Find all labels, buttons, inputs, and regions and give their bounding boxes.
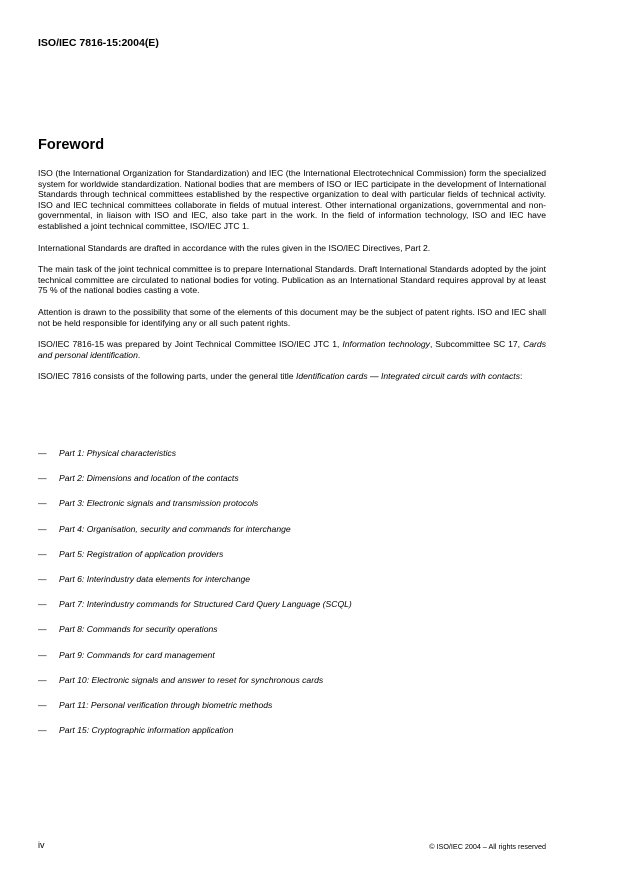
prepared-by-text-3: . [137, 349, 141, 360]
list-item [38, 624, 546, 649]
list-item [38, 498, 546, 523]
section-title: Foreword [38, 137, 105, 153]
prepared-by-committee-title: Information technology [342, 339, 430, 350]
list-item-text: Part 4: Organisation, security and commands for interchange [59, 523, 291, 534]
list-dash: — [38, 448, 47, 458]
prepared-by-text-2: , Subcommittee SC 17, [429, 339, 524, 350]
list-item-text: Part 15: Cryptographic information application [59, 725, 234, 736]
prepared-by-text-1: ISO/IEC 7816-15 was prepared by Joint Technical Committee ISO/IEC JTC 1, [38, 339, 343, 350]
list-dash: — [38, 699, 47, 710]
list-item [38, 448, 546, 473]
list-dash: — [38, 498, 47, 509]
list-item [38, 650, 546, 675]
list-item-text: Part 8: Commands for security operations [59, 624, 218, 635]
list-item [38, 675, 546, 700]
list-item-text: Part 3: Electronic signals and transmission protocols [59, 498, 259, 509]
list-dash: — [38, 523, 47, 534]
paragraph-prepared-by [38, 339, 546, 360]
list-dash: — [38, 624, 47, 635]
list-item-text: Part 11: Personal verification through biometric methods [59, 699, 273, 710]
list-dash: — [38, 649, 47, 660]
foreword-body [38, 168, 546, 393]
list-item-text: Part 10: Electronic signals and answer to reset for synchronous cards [59, 674, 324, 685]
list-item-text: Part 2: Dimensions and location of the contacts [59, 473, 239, 484]
page-number: iv [38, 840, 45, 850]
list-item-text: Part 6: Interindustry data elements for interchange [59, 573, 251, 584]
list-item [38, 700, 546, 725]
parts-intro-text-1: ISO/IEC 7816 consists of the following parts, under the general title [38, 371, 296, 382]
document-id-header: ISO/IEC 7816-15:2004(E) [38, 37, 159, 49]
list-item [38, 549, 546, 574]
list-item-text: Part 9: Commands for card management [59, 649, 215, 660]
list-item [38, 473, 546, 498]
list-dash: — [38, 573, 47, 584]
list-dash: — [38, 599, 47, 610]
list-item-text: Part 1: Physical characteristics [59, 448, 177, 458]
list-dash: — [38, 725, 47, 736]
parts-list [38, 448, 546, 750]
paragraph-organizations: ISO (the International Organization for Standardization) and IEC (the International Electrotechnical Commission) form the specialized system for worldwide standardization. National bodies that are members of ISO or IEC participate in the development of International Standards through technical committees established by the respective organization to deal with particular fields of technical activity. ISO and IEC technical committees collaborate in fields of mutual interest. Other international organizations, governmental and non-governmental, in liaison with ISO and IEC, also take part in the work. In the field of information technology, ISO and IEC have established a joint technical committee, ISO/IEC JTC 1. [38, 168, 546, 231]
list-item [38, 725, 546, 750]
list-item-text: Part 7: Interindustry commands for Structured Card Query Language (SCQL) [59, 599, 352, 610]
list-item [38, 599, 546, 624]
parts-intro-general-title: Identification cards — Integrated circuit cards with contacts [295, 371, 520, 382]
list-item [38, 524, 546, 549]
list-dash: — [38, 473, 47, 484]
list-dash: — [38, 548, 47, 559]
paragraph-main-task: The main task of the joint technical committee is to prepare International Standards. Draft International Standards adopted by the joint technical committee are circulated to national bodies for voting. Publication as an International Standard requires approval by at least 75 % of the national bodies casting a vote. [38, 264, 546, 296]
paragraph-parts-intro [38, 371, 546, 382]
list-item [38, 574, 546, 599]
list-dash: — [38, 674, 47, 685]
prepared-by-subcommittee-title: Cards and personal identification [38, 339, 546, 360]
list-item-text: Part 5: Registration of application providers [59, 548, 224, 559]
paragraph-patent-rights: Attention is drawn to the possibility that some of the elements of this document may be the subject of patent rights. ISO and IEC shall not be held responsible for identifying any or all such patent rights. [38, 306, 546, 328]
copyright-notice: © ISO/IEC 2004 – All rights reserved [429, 842, 546, 851]
paragraph-directives: International Standards are drafted in accordance with the rules given in the ISO/IEC Directives, Part 2. [38, 242, 431, 253]
parts-intro-text-2: : [520, 371, 523, 382]
